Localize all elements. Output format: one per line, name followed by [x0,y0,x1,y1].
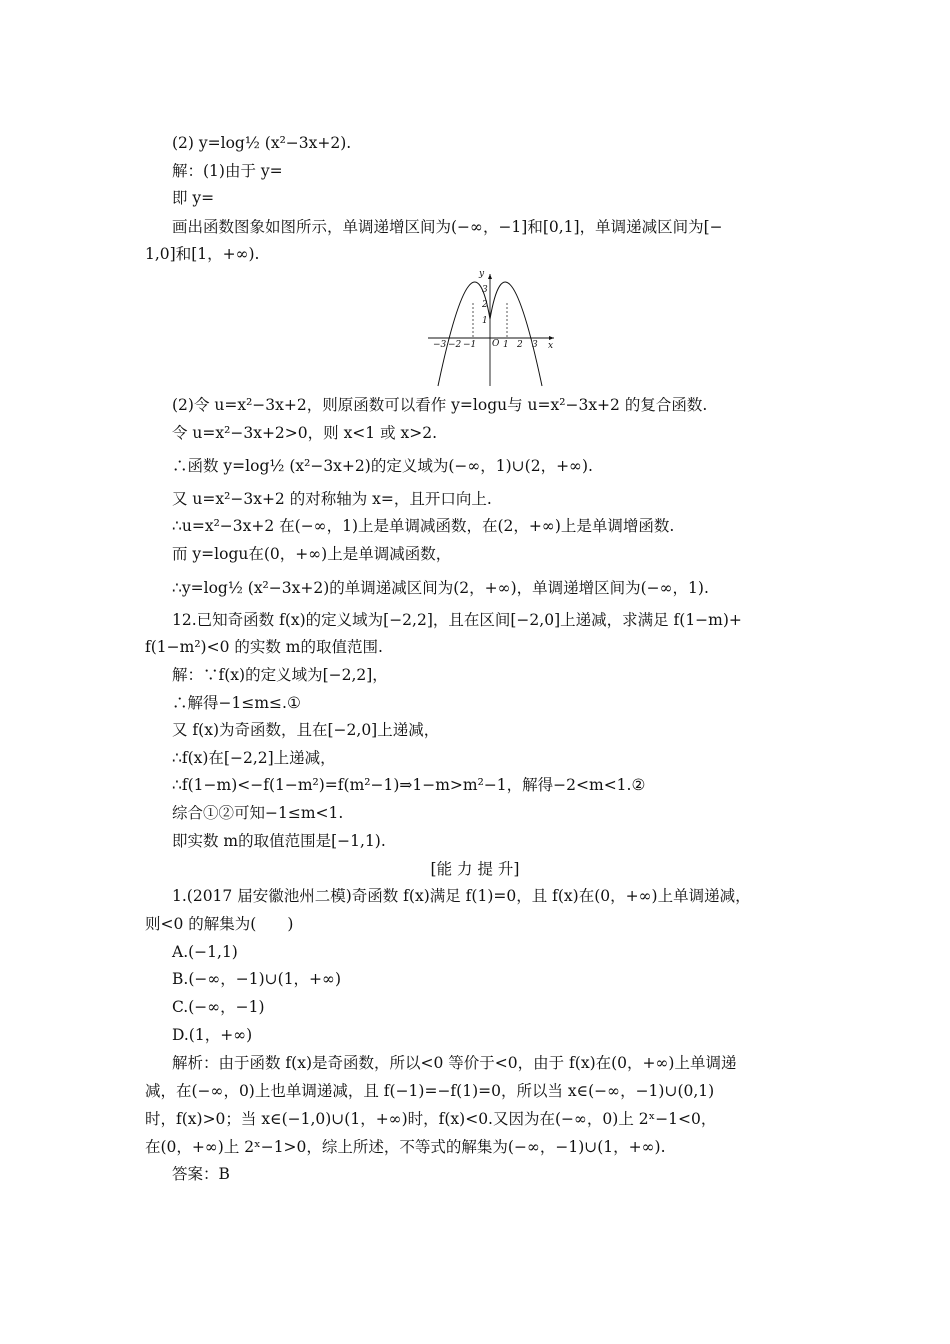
problem-12: 12.已知奇函数 f(x)的定义域为[−2,2]，且在区间[−2,0]上递减，求满足 f(1−m)+ [172,611,742,629]
x-tick-label: 3 [532,340,538,350]
solution-line: 又 f(x)为奇函数，且在[−2,0]上递减， [172,721,440,739]
x-tick-label: 1 [503,340,509,350]
curve-right [490,282,542,386]
problem-12: f(1−m²)<0 的实数 m的取值范围. [145,638,383,656]
axis-label-y: y [479,269,485,279]
question-1: 则<0 的解集为( ) [145,915,294,933]
solution-line: ∴y=log½ (x²−3x+2)的单调递减区间为(2，+∞)，单调递增区间为(−∞，1). [172,579,709,597]
solution-line: ∴u=x²−3x+2 在(−∞，1)上是单调减函数，在(2，+∞)上是单调增函数. [172,517,675,535]
solution-line: 画出函数图象如图所示，单调递增区间为(−∞，−1]和[0,1]，单调递减区间为[− [172,218,723,236]
problem-part-2: (2) y=log½ (x²−3x+2). [172,134,352,152]
y-tick-label: 2 [482,300,488,310]
origin-label: O [492,339,500,349]
solution-line: 令 u=x²−3x+2>0，则 x<1 或 x>2. [172,424,438,442]
solution-line: ∴解得−1≤m≤.① [172,694,301,712]
analysis-line: 解析：由于函数 f(x)是奇函数，所以<0 等价于<0，由于 f(x)在(0，+∞)上单调递 [172,1054,737,1072]
y-axis-arrow [488,274,492,279]
option-d: D.(1，+∞) [172,1026,253,1044]
solution-line: 1,0]和[1，+∞). [145,245,260,263]
solution-line: (2)令 u=x²−3x+2，则原函数可以看作 y=logu与 u=x²−3x+2 的复合函数. [172,396,708,414]
x-tick-label: −3 [433,340,447,350]
x-tick-label: 2 [517,340,523,350]
solution-line: 即 y= [172,189,215,207]
y-tick-label: 3 [482,285,488,295]
solution-line: ∴f(1−m)<−f(1−m²)=f(m²−1)⇒1−m>m²−1，解得−2<m<1.② [172,776,646,794]
solution-line: 综合①②可知−1≤m<1. [172,804,344,822]
analysis-line: 在(0，+∞)上 2ˣ−1>0，综上所述，不等式的解集为(−∞，−1)∪(1，+∞). [145,1138,666,1156]
analysis-line: 减，在(−∞，0)上也单调递减，且 f(−1)=−f(1)=0，所以当 x∈(−∞，−1)∪(0,1) [145,1082,715,1100]
question-1: 1.(2017 届安徽池州二模)奇函数 f(x)满足 f(1)=0，且 f(x)在(0，+∞)上单调递减， [172,887,751,905]
solution-line: 解：(1)由于 y= [172,162,283,180]
x-tick-label: −1 [463,340,477,350]
solution-line: 而 y=logu在(0，+∞)上是单调减函数， [172,545,452,563]
solution-line: ∴函数 y=log½ (x²−3x+2)的定义域为(−∞，1)∪(2，+∞). [172,457,593,475]
solution-line: ∴f(x)在[−2,2]上递减， [172,749,336,767]
solution-line: 即实数 m的取值范围是[−1,1). [172,832,386,850]
analysis-line: 时，f(x)>0；当 x∈(−1,0)∪(1，+∞)时，f(x)<0.又因为在(−∞，0)上 2ˣ−1<0， [145,1110,717,1128]
y-tick-label: 1 [482,316,488,326]
solution-line: 解：∵f(x)的定义域为[−2,2]， [172,666,388,684]
option-a: A.(−1,1) [172,943,238,961]
curve-left [438,282,490,386]
solution-line: 又 u=x²−3x+2 的对称轴为 x=，且开口向上. [172,490,492,508]
option-b: B.(−∞，−1)∪(1，+∞) [172,970,342,988]
answer-line: 答案：B [172,1165,230,1183]
option-c: C.(−∞，−1) [172,998,265,1016]
x-tick-label: −2 [448,340,462,350]
function-graph [424,266,558,390]
section-heading: [能 力 提 升] [430,860,520,878]
axis-label-x: x [548,341,554,351]
x-axis-arrow [549,336,554,340]
